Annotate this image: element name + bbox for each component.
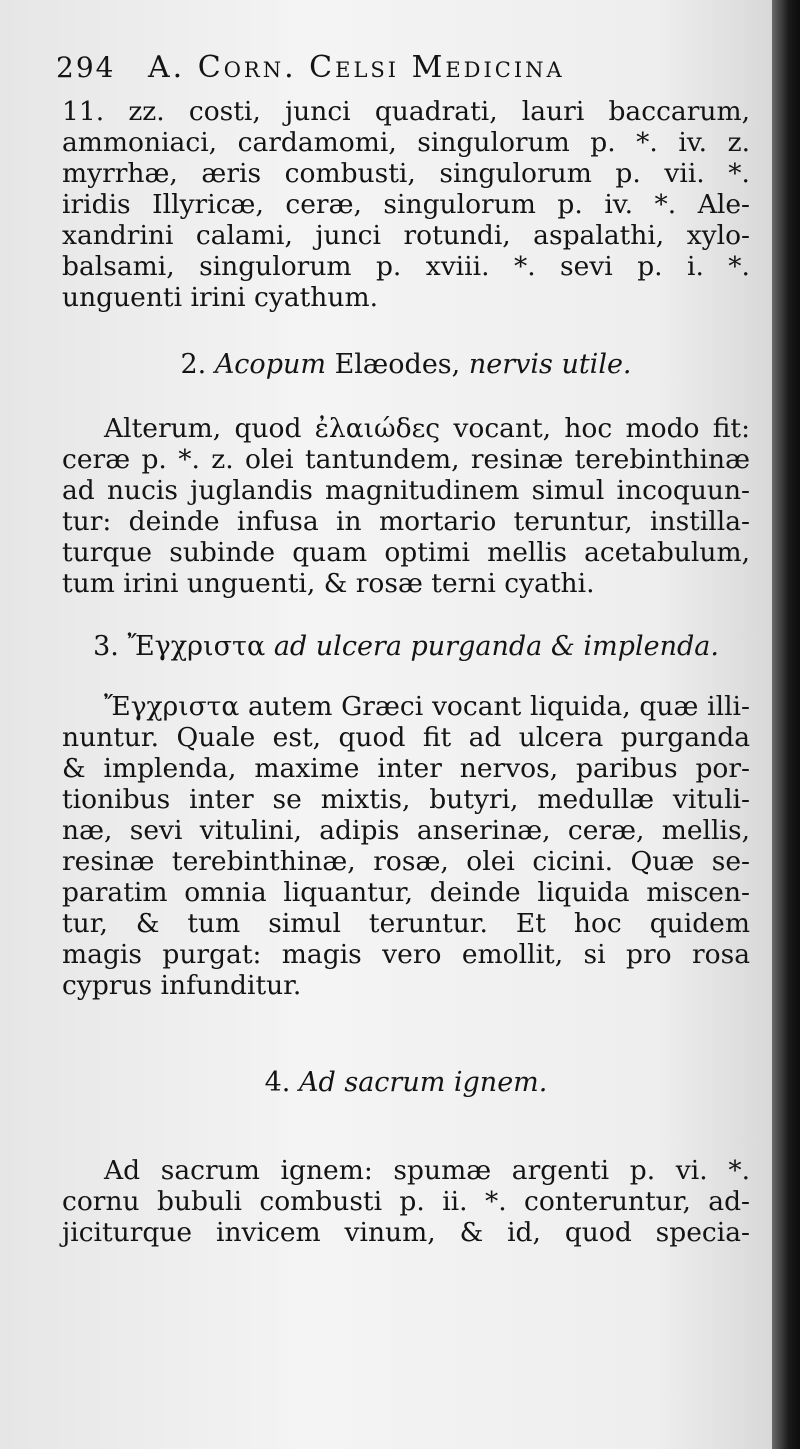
section-title-roman: Elæodes, xyxy=(334,349,461,380)
text-line: nuntur. Quale est, quod fit ad ulcera purganda xyxy=(62,722,750,753)
running-head xyxy=(56,40,756,96)
text-line: iridis Illyricæ, ceræ, singulorum p. iv. *. Ale- xyxy=(62,189,750,220)
text-line: næ, sevi vitulini, adipis anserinæ, ceræ, mellis, xyxy=(62,815,750,846)
section-title-italic: Ad sacrum ignem. xyxy=(298,1067,548,1098)
section-number: 4. xyxy=(264,1067,291,1098)
text-line: Alterum, quod ἐλαιώδες vocant, hoc modo fit: xyxy=(104,413,750,444)
text-line: Ad sacrum ignem: spumæ argenti p. vi. *. xyxy=(104,1155,750,1186)
text-line: tum irini unguenti, & rosæ terni cyathi. xyxy=(62,568,595,599)
text-line: balsami, singulorum p. xviii. *. sevi p. i. *. xyxy=(62,251,750,282)
text-line: tur: deinde infusa in mortario teruntur, instilla- xyxy=(62,506,750,537)
section-title-italic: ad ulcera purganda & implenda. xyxy=(273,631,719,662)
text-line: cornu bubuli combusti p. ii. *. conteruntur, ad- xyxy=(62,1186,750,1217)
section-title-greek: Ἔγχριστα xyxy=(127,631,266,662)
running-title: A. Corn. Celsi Medicina xyxy=(148,50,565,85)
text-line: paratim omnia liquantur, deinde liquida miscen- xyxy=(62,877,750,908)
section-3-heading xyxy=(56,629,756,665)
text-line: & implenda, maxime inter nervos, paribus por- xyxy=(62,753,750,784)
section-title-italic-2: nervis utile. xyxy=(468,349,632,380)
text-line: tionibus inter se mixtis, butyri, medullæ vituli- xyxy=(62,784,750,815)
text-line: ammoniaci, cardamomi, singulorum p. *. iv. z. xyxy=(62,127,750,158)
text-line: turque subinde quam optimi mellis acetabulum, xyxy=(62,537,750,568)
text-line: tur, & tum simul teruntur. Et hoc quidem xyxy=(62,908,750,939)
text-line: xandrini calami, junci rotundi, aspalathi, xylo- xyxy=(62,220,750,251)
text-line: ad nucis juglandis magnitudinem simul incoquun- xyxy=(62,475,750,506)
section-number: 3. xyxy=(93,631,119,662)
section-2-body xyxy=(56,413,756,599)
text-line: unguenti irini cyathum. xyxy=(62,282,378,313)
text-line: cyprus infunditur. xyxy=(62,970,302,1001)
text-line: 11. zz. costi, junci quadrati, lauri baccarum, xyxy=(62,96,750,127)
section-2-heading xyxy=(56,347,756,383)
page-text xyxy=(56,40,756,1248)
section-4-body xyxy=(56,1155,756,1248)
section-number: 2. xyxy=(180,349,207,380)
section-4-heading xyxy=(56,1065,756,1101)
section-title-italic: Acopum xyxy=(214,349,326,380)
text-line: jiciturque invicem vinum, & id, quod specia- xyxy=(62,1217,750,1248)
section-3-body xyxy=(56,691,756,1001)
text-line: myrrhæ, æris combusti, singulorum p. vii. *. xyxy=(62,158,750,189)
page-number: 294 xyxy=(56,51,116,84)
text-line: Ἔγχριστα autem Græci vocant liquida, quæ illi- xyxy=(104,691,750,722)
text-line: resinæ terebinthinæ, rosæ, olei cicini. Quæ se- xyxy=(62,846,750,877)
text-line: ceræ p. *. z. olei tantundem, resinæ terebinthinæ xyxy=(62,444,750,475)
section-1-continuation xyxy=(56,96,756,313)
book-binding-shadow xyxy=(772,0,800,1449)
text-line: magis purgat: magis vero emollit, si pro rosa xyxy=(62,939,750,970)
